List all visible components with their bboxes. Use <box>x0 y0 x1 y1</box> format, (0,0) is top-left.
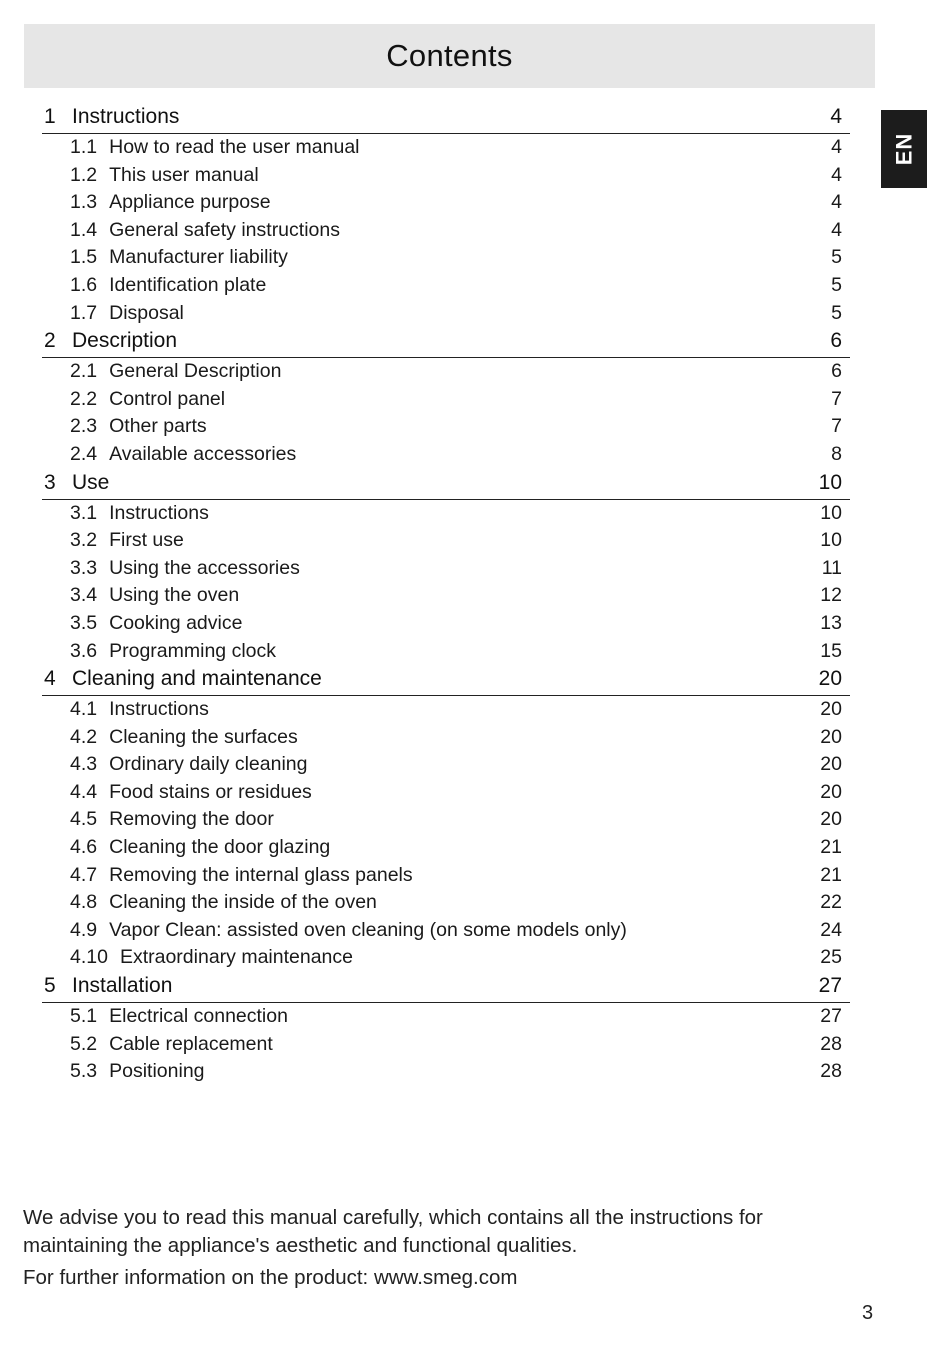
language-tab-label: EN <box>891 132 916 166</box>
toc-subsection-number: 1.3 <box>70 191 98 214</box>
toc-subsection-row[interactable] <box>42 557 850 585</box>
toc-subsection-number: 5.2 <box>70 1032 98 1055</box>
toc-subsection-label: Identification plate <box>109 273 267 296</box>
toc-subsection-number: 1.6 <box>70 273 98 296</box>
toc-subsection-page: 7 <box>831 387 842 410</box>
toc-subsection-page: 10 <box>820 501 842 524</box>
toc-subsection-page: 12 <box>820 584 842 607</box>
toc-subsection-row[interactable] <box>42 640 850 668</box>
toc-subsection-label: Manufacturer liability <box>109 246 288 269</box>
toc-subsection-label: Cooking advice <box>109 611 243 634</box>
toc-subsection-page: 20 <box>820 780 842 803</box>
toc-subsection-number: 1.4 <box>70 218 98 241</box>
toc-subsection-number: 4.1 <box>70 698 98 721</box>
toc-subsection-page: 4 <box>831 191 842 214</box>
toc-subsection-row[interactable] <box>42 808 850 836</box>
toc-subsection-list <box>42 358 850 470</box>
table-of-contents <box>42 105 850 1088</box>
toc-subsection-label: Control panel <box>109 387 226 410</box>
toc-section-label: Cleaning and maintenance <box>72 667 322 691</box>
toc-subsection-label: General safety instructions <box>109 218 340 241</box>
toc-subsection-page: 28 <box>820 1032 842 1055</box>
toc-subsection-number: 1.5 <box>70 246 98 269</box>
toc-subsection-row[interactable] <box>42 274 850 302</box>
toc-subsection-number: 2.2 <box>70 387 98 410</box>
toc-section-page: 4 <box>830 105 842 128</box>
toc-subsection-page: 15 <box>820 639 842 662</box>
toc-subsection-number: 5.1 <box>70 1005 98 1028</box>
toc-subsection-page: 4 <box>831 218 842 241</box>
toc-section-number: 3 <box>44 470 56 494</box>
toc-subsection-row[interactable] <box>42 529 850 557</box>
language-tab <box>881 110 927 188</box>
toc-subsection-list <box>42 134 850 329</box>
toc-subsection-label: Programming clock <box>109 639 276 662</box>
toc-subsection-number: 3.5 <box>70 611 98 634</box>
toc-subsection-number: 3.1 <box>70 501 98 524</box>
toc-subsection-number: 4.6 <box>70 836 98 859</box>
toc-subsection-label: Extraordinary maintenance <box>119 946 353 969</box>
toc-subsection-row[interactable] <box>42 302 850 330</box>
toc-subsection-page: 22 <box>820 891 842 914</box>
toc-subsection-row[interactable] <box>42 698 850 726</box>
toc-subsection-number: 3.3 <box>70 556 98 579</box>
toc-section-page: 20 <box>818 667 842 691</box>
toc-subsection-row[interactable] <box>42 919 850 947</box>
toc-section-number: 2 <box>44 329 56 353</box>
toc-subsection-label: Cleaning the inside of the oven <box>109 891 377 914</box>
toc-subsection-page: 10 <box>820 529 842 552</box>
toc-subsection-label: First use <box>109 529 184 552</box>
toc-subsection-page: 5 <box>831 301 842 324</box>
toc-subsection-label: Using the oven <box>109 584 240 607</box>
toc-section-label: Use <box>72 470 110 494</box>
toc-section-label: Installation <box>72 974 173 998</box>
footer-advice: We advise you to read this manual carefully, which contains all the instructions for maintaining the appliance's aesthetic and functional qualities. <box>23 1206 763 1257</box>
toc-subsection-row[interactable] <box>42 219 850 247</box>
toc-subsection-page: 13 <box>820 611 842 634</box>
toc-subsection-number: 4.9 <box>70 918 98 941</box>
toc-section-label: Instructions <box>72 105 180 128</box>
toc-subsection-number: 3.4 <box>70 584 98 607</box>
toc-subsection-number: 4.7 <box>70 863 98 886</box>
toc-subsection-label: Positioning <box>109 1060 205 1083</box>
toc-subsection-number: 4.10 <box>70 946 108 969</box>
toc-subsection-row[interactable] <box>42 612 850 640</box>
toc-subsection-page: 21 <box>820 863 842 886</box>
toc-subsection-page: 21 <box>820 836 842 859</box>
footer-more-info: For further information on the product: www.smeg.com <box>23 1266 518 1289</box>
page-number: 3 <box>862 1302 874 1324</box>
toc-subsection-label: Using the accessories <box>109 556 300 579</box>
toc-subsection-number: 1.1 <box>70 136 98 158</box>
toc-section-number: 4 <box>44 667 56 691</box>
toc-section-row[interactable] <box>42 667 850 696</box>
toc-subsection-label: Removing the internal glass panels <box>109 863 413 886</box>
toc-subsection-row[interactable] <box>42 836 850 864</box>
toc-subsection-number: 4.5 <box>70 808 98 831</box>
toc-subsection-row[interactable] <box>42 891 850 919</box>
toc-subsection-label: General Description <box>109 360 282 383</box>
toc-subsection-page: 20 <box>820 808 842 831</box>
toc-subsection-row[interactable] <box>42 946 850 974</box>
toc-subsection-number: 4.3 <box>70 753 98 776</box>
toc-subsection-label: Ordinary daily cleaning <box>109 753 308 776</box>
toc-subsection-row[interactable] <box>42 584 850 612</box>
toc-subsection-page: 7 <box>831 415 842 438</box>
toc-subsection-page: 5 <box>831 273 842 296</box>
footer-text <box>23 1204 843 1292</box>
toc-section-page: 6 <box>830 329 842 353</box>
toc-subsection-label: Electrical connection <box>109 1005 288 1028</box>
toc-subsection-label: Other parts <box>109 415 207 438</box>
toc-subsection-row[interactable] <box>42 1060 850 1088</box>
toc-section-row[interactable] <box>42 329 850 358</box>
toc-subsection-page: 4 <box>831 136 842 158</box>
toc-subsection-list <box>42 500 850 668</box>
toc-subsection-page: 4 <box>831 163 842 186</box>
page-title: Contents <box>386 38 513 73</box>
toc-subsection-list <box>42 1003 850 1088</box>
toc-subsection-label: Disposal <box>109 301 184 324</box>
toc-section-number: 5 <box>44 974 56 998</box>
toc-subsection-label: Available accessories <box>109 442 297 465</box>
toc-subsection-row[interactable] <box>42 502 850 530</box>
toc-subsection-label: Cleaning the door glazing <box>109 836 331 859</box>
toc-subsection-page: 20 <box>820 698 842 721</box>
toc-section-label: Description <box>72 329 178 353</box>
toc-subsection-number: 4.8 <box>70 891 98 914</box>
toc-subsection-number: 2.3 <box>70 415 98 438</box>
title-band <box>24 24 875 88</box>
toc-subsection-row[interactable] <box>42 864 850 892</box>
toc-subsection-page: 5 <box>831 246 842 269</box>
toc-subsection-number: 2.4 <box>70 442 98 465</box>
toc-subsection-row[interactable] <box>42 246 850 274</box>
toc-subsection-page: 20 <box>820 725 842 748</box>
toc-subsection-row[interactable] <box>42 781 850 809</box>
toc-subsection-row[interactable] <box>42 360 850 388</box>
toc-subsection-label: Food stains or residues <box>109 780 312 803</box>
toc-subsection-row[interactable] <box>42 164 850 192</box>
toc-subsection-page: 27 <box>820 1005 842 1028</box>
toc-subsection-row[interactable] <box>42 443 850 471</box>
toc-subsection-label: Appliance purpose <box>109 191 271 214</box>
toc-section-row[interactable] <box>42 105 850 134</box>
toc-subsection-page: 28 <box>820 1060 842 1083</box>
toc-subsection-label: Cleaning the surfaces <box>109 725 298 748</box>
toc-subsection-list <box>42 696 850 974</box>
toc-section-row[interactable] <box>42 471 850 500</box>
toc-subsection-page: 8 <box>831 442 842 465</box>
toc-subsection-label: This user manual <box>109 163 259 186</box>
toc-subsection-label: Instructions <box>109 501 209 524</box>
toc-subsection-number: 3.6 <box>70 639 98 662</box>
toc-section-page: 27 <box>818 974 842 998</box>
toc-subsection-number: 4.4 <box>70 780 98 803</box>
toc-subsection-number: 3.2 <box>70 529 98 552</box>
toc-subsection-page: 6 <box>831 360 842 383</box>
toc-subsection-page: 11 <box>821 556 842 579</box>
toc-subsection-row[interactable] <box>42 753 850 781</box>
toc-subsection-page: 24 <box>820 918 842 941</box>
toc-section-number: 1 <box>44 105 56 128</box>
toc-subsection-number: 4.2 <box>70 725 98 748</box>
toc-subsection-row[interactable] <box>42 388 850 416</box>
toc-subsection-row[interactable] <box>42 136 850 164</box>
toc-subsection-number: 1.2 <box>70 163 98 186</box>
toc-subsection-row[interactable] <box>42 1033 850 1061</box>
toc-subsection-page: 20 <box>820 753 842 776</box>
toc-subsection-row[interactable] <box>42 415 850 443</box>
toc-subsection-row[interactable] <box>42 1005 850 1033</box>
toc-subsection-label: Cable replacement <box>109 1032 273 1055</box>
toc-subsection-number: 1.7 <box>70 301 98 324</box>
toc-subsection-row[interactable] <box>42 191 850 219</box>
toc-subsection-label: Vapor Clean: assisted oven cleaning (on some models only) <box>109 918 627 941</box>
toc-section-row[interactable] <box>42 974 850 1003</box>
toc-subsection-number: 5.3 <box>70 1060 98 1083</box>
toc-section-page: 10 <box>818 470 842 494</box>
toc-subsection-number: 2.1 <box>70 360 98 383</box>
toc-subsection-row[interactable] <box>42 726 850 754</box>
toc-subsection-label: Removing the door <box>109 808 274 831</box>
toc-subsection-page: 25 <box>820 946 842 969</box>
toc-subsection-label: How to read the user manual <box>109 136 360 158</box>
toc-subsection-label: Instructions <box>109 698 209 721</box>
